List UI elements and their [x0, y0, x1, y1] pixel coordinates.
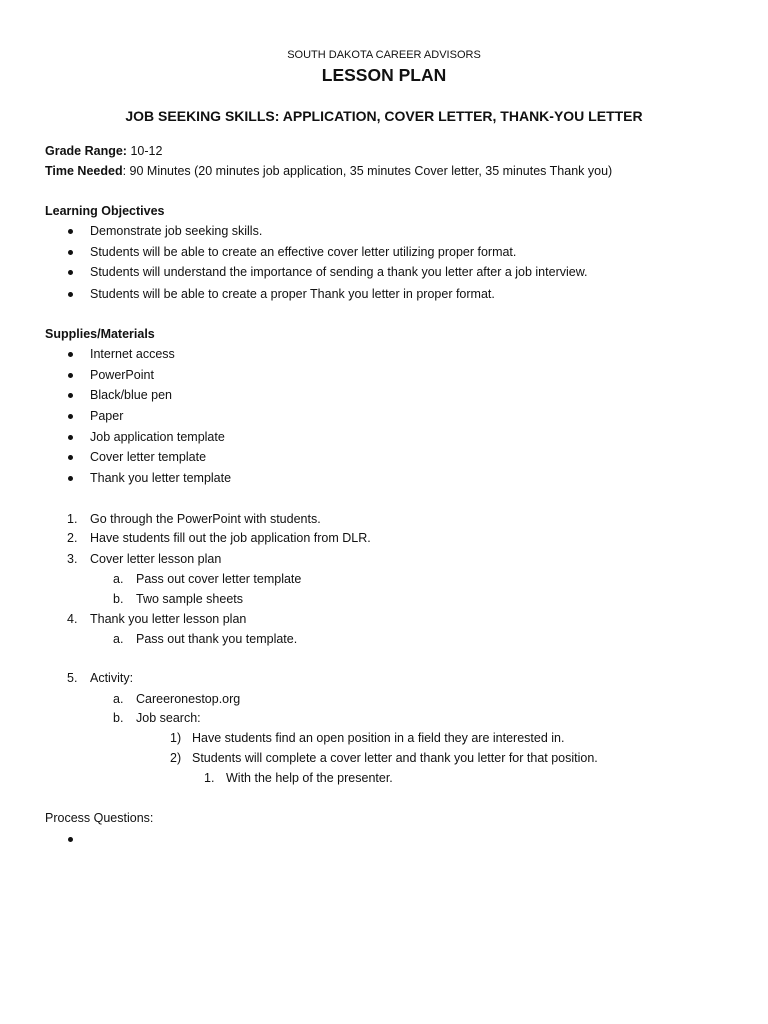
page-title: LESSON PLAN	[321, 65, 447, 85]
grade-range-label: Grade Range:	[45, 144, 127, 158]
step-number: 5.	[67, 671, 78, 685]
bullet-icon	[68, 393, 73, 398]
step-number: 2.	[67, 531, 78, 545]
substep-letter: b.	[113, 711, 124, 725]
lesson-subtitle: JOB SEEKING SKILLS: APPLICATION, COVER LETTER, THANK-YOU LETTER	[125, 108, 643, 124]
step-text: Cover letter lesson plan	[90, 552, 222, 566]
substep-text: Job search:	[136, 711, 201, 725]
bullet-icon	[68, 476, 73, 481]
time-needed-value: : 90 Minutes (20 minutes job application, 35 minutes Cover letter, 35 minutes Thank you)	[122, 164, 613, 178]
step-text: Thank you letter lesson plan	[90, 612, 247, 626]
org-name: SOUTH DAKOTA CAREER ADVISORS	[287, 49, 481, 61]
step-text: Go through the PowerPoint with students.	[90, 512, 321, 526]
sub-substep-number: 2)	[170, 751, 182, 765]
substep-letter: a.	[113, 692, 124, 706]
objectives-heading: Learning Objectives	[45, 204, 165, 218]
sub-substep-number: 1)	[170, 731, 182, 745]
step-text: Have students fill out the job application from DLR.	[90, 531, 371, 545]
bullet-icon	[68, 837, 73, 842]
supply-item: Paper	[90, 409, 124, 423]
substep-text: Pass out thank you template.	[136, 632, 298, 646]
nested-item-text: With the help of the presenter.	[226, 771, 393, 785]
objective-item: Students will understand the importance of sending a thank you letter after a job interview.	[90, 265, 588, 279]
grade-range-value: 10-12	[126, 144, 163, 158]
substep-letter: a.	[113, 572, 124, 586]
bullet-icon	[68, 292, 73, 297]
bullet-icon	[68, 414, 73, 419]
bullet-icon	[68, 435, 73, 440]
supply-item: Black/blue pen	[90, 388, 173, 402]
sub-substep-text: Have students find an open position in a field they are interested in.	[192, 731, 565, 745]
step-text: Activity:	[90, 671, 134, 685]
bullet-icon	[68, 455, 73, 460]
supply-item: Thank you letter template	[90, 471, 232, 485]
supply-item: Internet access	[90, 347, 175, 361]
supply-item: Job application template	[90, 430, 225, 444]
objective-item: Demonstrate job seeking skills.	[90, 224, 263, 238]
bullet-icon	[68, 352, 73, 357]
bullet-icon	[68, 373, 73, 378]
process-questions-heading: Process Questions:	[45, 811, 154, 825]
bullet-icon	[68, 270, 73, 275]
grade-range-line	[45, 143, 162, 159]
substep-text: Pass out cover letter template	[136, 572, 302, 586]
step-number: 3.	[67, 552, 78, 566]
substep-text: Careeronestop.org	[136, 692, 241, 706]
substep-text: Two sample sheets	[136, 592, 243, 606]
time-needed-label: Time Needed	[45, 164, 123, 178]
nested-item-number: 1.	[204, 771, 215, 785]
sub-substep-text: Students will complete a cover letter and thank you letter for that position.	[192, 751, 598, 765]
step-number: 1.	[67, 512, 78, 526]
time-needed-line	[45, 163, 612, 179]
bullet-icon	[68, 229, 73, 234]
substep-letter: a.	[113, 632, 124, 646]
supply-item: PowerPoint	[90, 368, 154, 382]
supply-item: Cover letter template	[90, 450, 207, 464]
step-number: 4.	[67, 612, 78, 626]
objective-item: Students will be able to create a proper Thank you letter in proper format.	[90, 287, 495, 301]
supplies-heading: Supplies/Materials	[45, 327, 155, 341]
bullet-icon	[68, 250, 73, 255]
objective-item: Students will be able to create an effective cover letter utilizing proper format.	[90, 245, 517, 259]
substep-letter: b.	[113, 592, 124, 606]
